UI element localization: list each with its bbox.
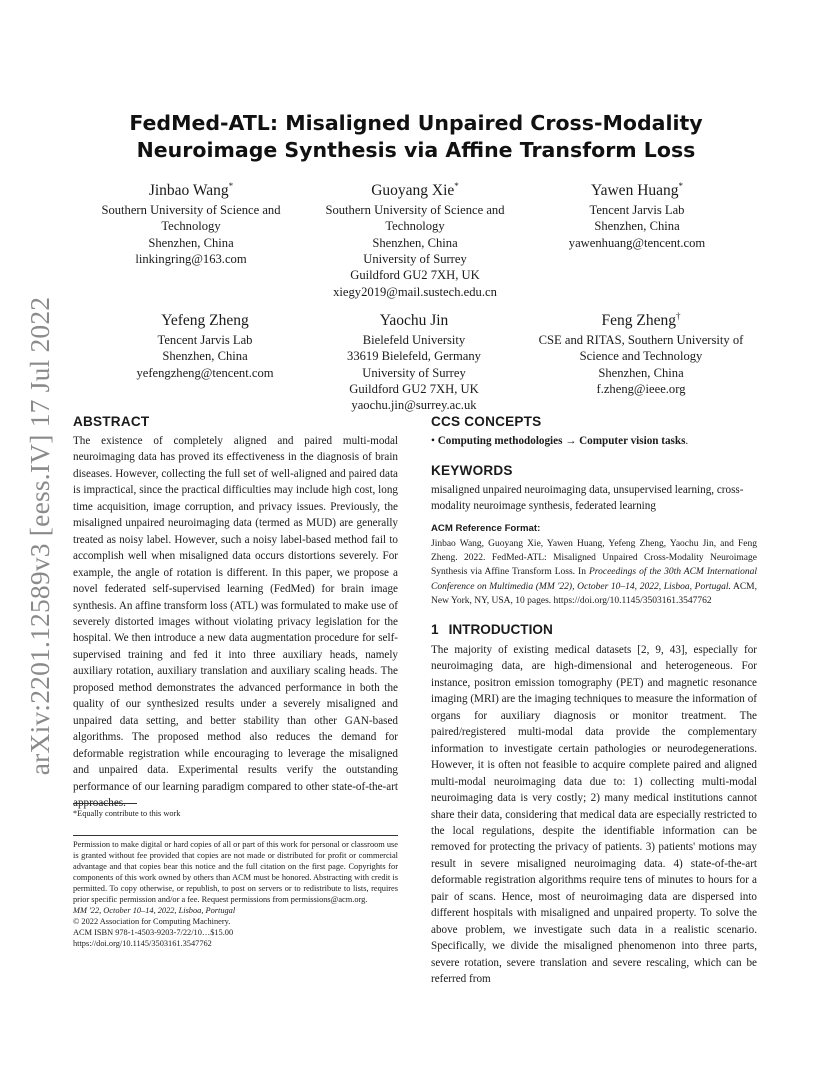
abstract-heading: ABSTRACT [73, 414, 150, 429]
permission-text: Permission to make digital or hard copies of all or part of this work for personal or classroom use is granted without fee provided that copies are not made or distributed for profit or commercial advantage and that copies bear this notice and the full citation on the first page. Copyrights for components of this work owned by others than ACM must be honored. Abstracting with credit is permitted. To copy otherwise, or republish, to post on servers or to redistribute to lists, requires prior specific permission and/or a fee. Request permissions from permissions@acm.org. [73, 840, 398, 904]
author-block [73, 176, 309, 267]
venue-line: MM '22, October 10–14, 2022, Lisboa, Portugal [73, 906, 236, 915]
abstract-text: The existence of completely aligned and paired multi-modal neuroimaging data has proved its effectiveness in the diagnosis of brain diseases. However, collecting the full set of well-aligned and paired data is impractical, since the practical difficulties may include high cost, long time acquisition, image corruption, and privacy issues. Previously, the misaligned unpaired neuroimaging data (termed as MUD) are generally treated as noisy label. However, such a noisy label-based method fail to accomplish well when misaligned data occurs distortions severely. For example, the angle of rotation is different. In this paper, we propose a novel federated self-supervised learning (FedMed) for brain image synthesis. An affine transform loss (ATL) was formulated to make use of severely distorted images without violating privacy legislation for the hospital. We then introduce a new data augmentation procedure for self-supervised training and fed it into three auxiliary heads, namely auxiliary rotation, auxiliary translation and auxiliary scaling heads. The proposed method demonstrates the advanced performance in both the quality of our synthesized results under a severely misaligned and unpaired data setting, and better stability than other GAN-based algorithms. The proposed method also reduces the demand for deformable registration while encouraging to leverage the misaligned and unpaired data. Experimental results verify the outstanding performance of our learning paradigm compared to other state-of-the-art approaches. [73, 435, 398, 809]
author-affiliation: Southern University of Science and Technology [101, 203, 281, 234]
keywords-text: misaligned unpaired neuroimaging data, unsupervised learning, cross-modality neuroimage synthesis, federated learning [431, 484, 744, 512]
author-email: xiegy2019@mail.sustech.edu.cn [333, 284, 497, 299]
author-block [296, 306, 532, 414]
author-affiliation: Southern University of Science and Technology [325, 203, 505, 234]
author-email: f.zheng@ieee.org [596, 382, 686, 397]
introduction-heading: 1 INTRODUCTION [431, 622, 553, 638]
introduction-text: The majority of existing medical datasets [2, 9, 43], especially for neuroimaging data, are high-dimensional and heterogeneous. For instance, positron emission tomography (PET) and magnetic resonance imaging (MRI) are the imaging techniques to measure the information of organs for auxiliary diagnosis or monitor treatment. The paired/registered multi-modal data provide the complementary information to investigate certain pathologies or neurodegenerations. However, it is often not feasible to acquire complete paired and aligned multi-modal neuroimaging data due to: 1) collecting multi-modal neuroimaging data is very costly; 2) many medical institutions cannot share their data, considering that medical data are especially restricted to the local regulations, despite the identifiable information can be removed for protecting the privacy of patients. 3) patients' motions may result in severe misaligned neuroimaging data. 4) state-of-the-art deformable registration algorithms require tens of minutes to hours for a pair of scans. Hence, most of neuroimaging data are dispersed into different hospitals with misaligned and unpaired property. To solve the above problem, we investigate such data in a realistic scenario. Specifically, we divide the misaligned phenomenon into three parts, severe rotation, severe translation and severe rescaling, which can be referred from [431, 644, 757, 986]
author-block [297, 176, 533, 300]
ccs-heading: CCS CONCEPTS [431, 414, 542, 429]
author-block [521, 306, 761, 397]
author-block [87, 306, 323, 381]
author-name: Jinbao Wang* [148, 181, 234, 200]
ccs-bullet: • [431, 435, 435, 447]
author-affiliation: Bielefeld University [362, 333, 466, 348]
keywords-heading: KEYWORDS [431, 463, 513, 478]
author-location: Shenzhen, China [594, 219, 680, 234]
author-affiliation: CSE and RITAS, Southern University of Science and Technology [538, 333, 744, 364]
isbn-line: ACM ISBN 978-1-4503-9203-7/22/10…$15.00 [73, 928, 234, 937]
author-block [519, 176, 755, 251]
author-name: Yawen Huang* [590, 181, 684, 200]
author-location: Shenzhen, China [162, 349, 248, 364]
paper-title: FedMed-ATL: Misaligned Unpaired Cross-Modality Neuroimage Synthesis via Affine Transform Loss [129, 111, 703, 162]
footnote: *Equally contribute to this work [73, 809, 181, 818]
author-email: linkingring@163.com [135, 252, 247, 267]
left-column [73, 414, 398, 811]
author-name: Yaochu Jin [379, 312, 449, 330]
author-affiliation: Tencent Jarvis Lab [589, 203, 685, 218]
footnote-rule [73, 803, 137, 804]
ccs-concepts: • Computing methodologies → Computer vision tasks. [431, 435, 689, 447]
arxiv-stamp: arXiv:2201.12589v3 [eess.IV] 17 Jul 2022 [24, 296, 55, 776]
author-location: Guildford GU2 7XH, UK [349, 382, 479, 397]
permission-block [73, 839, 398, 949]
permission-rule [73, 835, 398, 836]
author-email: yefengzheng@tencent.com [136, 365, 274, 380]
right-column [431, 414, 757, 988]
doi-link[interactable]: https://doi.org/10.1145/3503161.3547762 [73, 939, 212, 948]
author-name: Yefeng Zheng [161, 312, 249, 330]
author-location: Shenzhen, China [372, 235, 458, 250]
author-location: Shenzhen, China [148, 235, 234, 250]
author-location: 33619 Bielefeld, Germany [347, 349, 481, 364]
author-name: Guoyang Xie* [371, 181, 459, 200]
author-name: Feng Zheng† [601, 311, 681, 330]
author-affiliation: University of Surrey [363, 252, 467, 267]
author-location: Shenzhen, China [598, 365, 684, 380]
author-email: yawenhuang@tencent.com [568, 235, 706, 250]
author-affiliation: University of Surrey [362, 365, 466, 380]
copyright-line: © 2022 Association for Computing Machinery. [73, 917, 231, 926]
author-affiliation: Tencent Jarvis Lab [157, 333, 253, 348]
acm-reference-text: Jinbao Wang, Guoyang Xie, Yawen Huang, Yefeng Zheng, Yaochu Jin, and Feng Zheng. 2022. FedMed-ATL: Misaligned Unpaired Cross-Modality Neuroimage Synthesis via Affine Transform Loss. In Proceedings of the 30th ACM International Conference on Multimedia (MM '22), October 10–14, 2022, Lisboa, Portugal. ACM, New York, NY, USA, 10 pages. https://doi.org/10.1145/3503161.3547762 [431, 539, 758, 606]
ccs-concept: Computing methodologies → Computer vision tasks [437, 435, 686, 447]
acm-reference-heading: ACM Reference Format: [431, 523, 541, 534]
author-email: yaochu.jin@surrey.ac.uk [351, 398, 477, 413]
author-location: Guildford GU2 7XH, UK [350, 268, 480, 283]
